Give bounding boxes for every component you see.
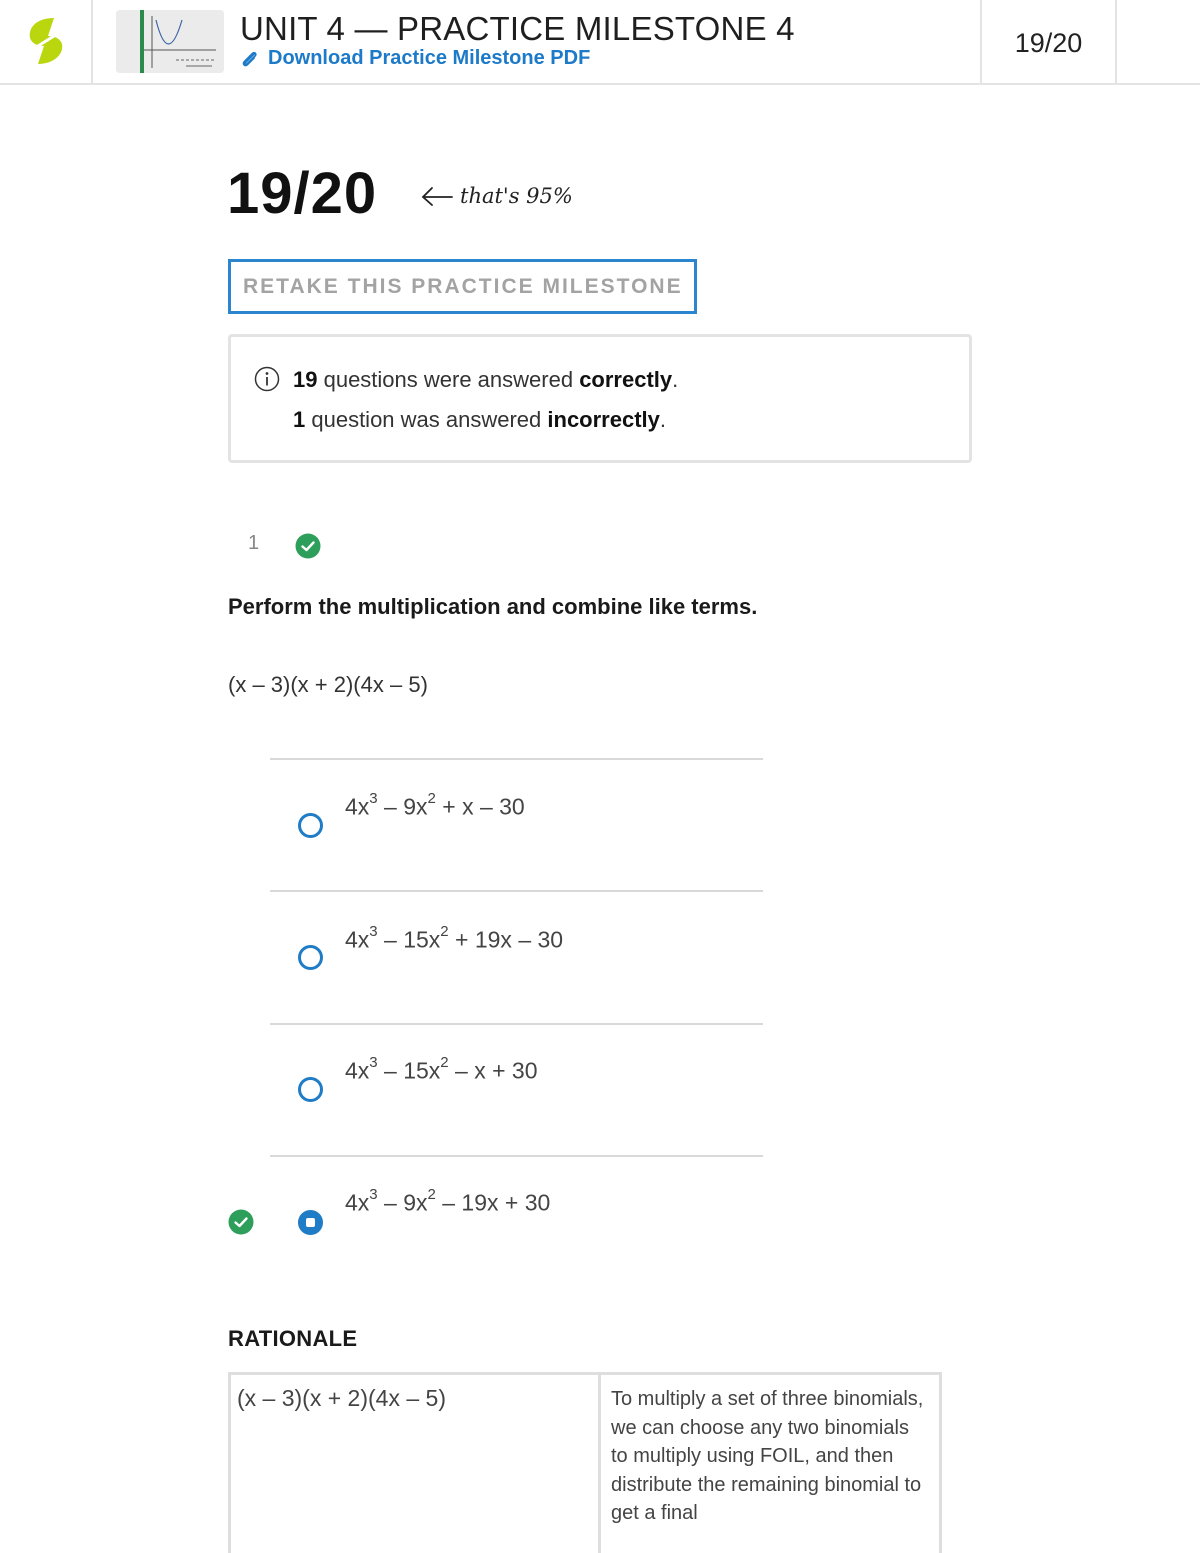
correct-summary-period: . [672,367,679,392]
correct-answer-check-icon [228,1209,254,1235]
header-score-cell [980,0,1117,84]
results-summary-box [228,334,972,463]
correct-count: 19 [293,367,318,392]
incorrect-summary-period: . [659,407,667,432]
incorrect-count: 1 [293,407,306,432]
option-divider [270,1155,763,1157]
option-radio-2[interactable] [298,945,323,970]
option-radio-1[interactable] [298,813,323,838]
question-correct-check-icon [295,533,321,559]
milestone-thumbnail-image [116,10,224,73]
option-divider [270,1023,763,1025]
option-text-1[interactable]: $4x^3 - 9x^2 + x - 30$ [345,790,525,820]
download-pdf-link[interactable] [240,47,590,70]
option-text-3[interactable]: $4x^3 - 15x^2 - x + 30$ [345,1054,538,1084]
option-text-4[interactable]: $4x^3 - 9x^2 - 19x + 30$ [345,1186,551,1216]
option-text-2[interactable]: $4x^3 - 15x^2 + 19x - 30$ [345,923,564,953]
retake-milestone-button[interactable]: RETAKE THIS PRACTICE MILESTONE [228,259,697,314]
score-display: 19/20 [227,161,378,226]
option-divider [270,758,763,760]
option-radio-4-selected[interactable] [298,1210,323,1235]
arrow-left-icon [420,185,454,207]
page-title: UNIT 4 — PRACTICE MILESTONE 4 [240,10,795,47]
header-score: 19/20 [1014,28,1083,58]
question-prompt: Perform the multiplication and combine like terms. [228,594,758,619]
logo-cell[interactable] [0,0,93,84]
rationale-table [228,1372,942,1553]
option-radio-3[interactable] [298,1077,323,1102]
correct-summary-text: questions were answered [317,367,580,392]
sophia-logo-icon [24,16,68,68]
rationale-expression: (x – 3)(x + 2)(4x – 5) [231,1375,601,1553]
question-expression: (x – 3)(x + 2)(4x – 5) [228,672,428,697]
info-icon [254,366,280,392]
top-bar [0,0,1200,85]
score-percent-text: that's 95% [460,184,573,208]
correct-summary-line [293,367,678,393]
download-pdf-label: Download Practice Milestone PDF [268,47,591,69]
incorrect-summary-text: question was answered [305,407,548,432]
incorrect-summary-line [293,407,666,433]
paperclip-icon [240,49,260,69]
rationale-explanation: To multiply a set of three binomials, we can choose any two binomials to multiply using FOIL, and then distribute the remaining binomial to get a final [611,1388,924,1524]
correct-word: correctly [579,367,673,392]
incorrect-word: incorrectly [547,407,660,432]
score-percent-note [420,184,573,208]
question-number: 1 [248,532,260,554]
option-divider [270,890,763,892]
rationale-heading: RATIONALE [228,1326,358,1351]
